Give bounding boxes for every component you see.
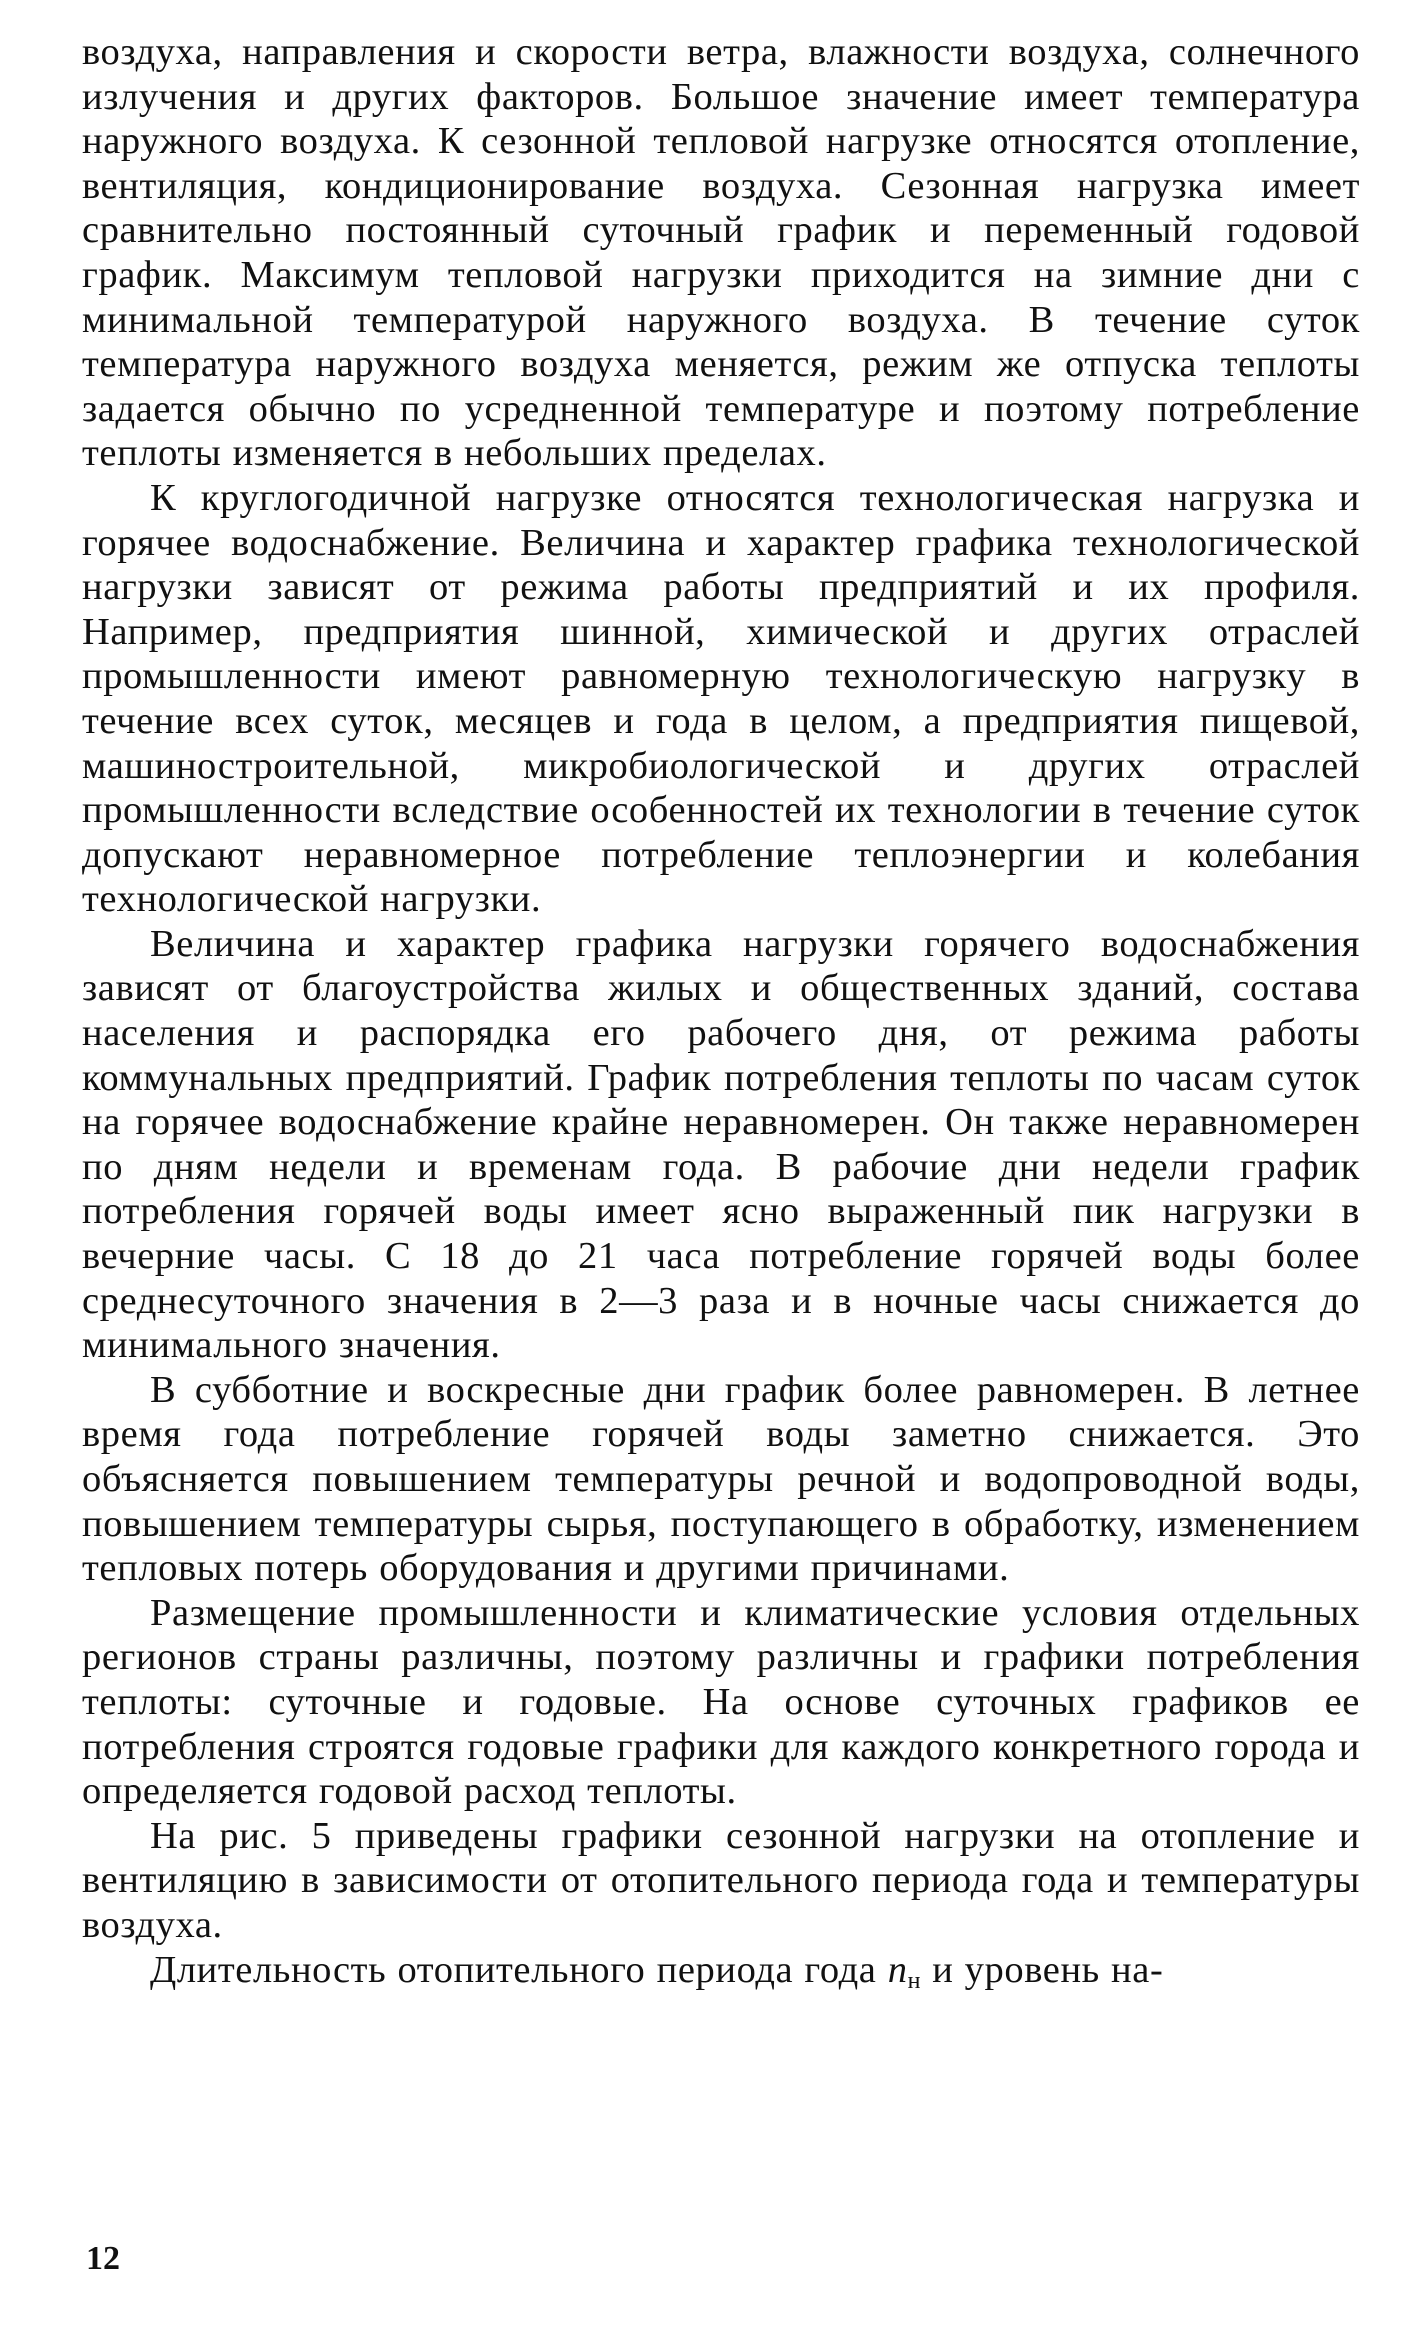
paragraph-7-text-after: и уровень на- — [921, 1948, 1164, 1991]
paragraph-7-text-before: Длительность отопительного периода года — [150, 1948, 888, 1991]
paragraph-3: Величина и характер графика нагрузки горячего водоснабжения зависят от благоустройства жилых и общественных зданий, состава населения и распорядка его рабочего дня, от режима работы коммунальных предприятий. График потребления теплоты по часам суток на горячее водоснабжение крайне неравномерен. Он также неравномерен по дням недели и временам года. В рабочие дни недели график потребления горячей воды имеет ясно выраженный пик нагрузки в вечерние часы. С 18 до 21 часа потребление горячей воды более среднесуточного значения в 2—3 раза и в ночные часы снижается до минимального значения. — [82, 922, 1360, 1367]
paragraph-6: На рис. 5 приведены графики сезонной нагрузки на отопление и вентиляцию в зависимости от отопительного периода года и температуры воздуха. — [82, 1814, 1360, 1946]
paragraph-4: В субботние и воскресные дни график более равномерен. В летнее время года потребление горячей воды заметно снижается. Это объясняется повышением температуры речной и водопроводной воды, повышением температуры сырья, поступающего в обработку, изменением тепловых потерь оборудования и другими причинами. — [82, 1368, 1360, 1590]
math-subscript: н — [907, 1967, 922, 1994]
paragraph-1: воздуха, направления и скорости ветра, влажности воздуха, солнечного излучения и других факторов. Большое значение имеет температура наружного воздуха. К сезонной тепловой нагрузке относятся отопление, вентиляция, кондиционирование воздуха. Сезонная нагрузка имеет сравнительно постоянный суточный график и переменный годовой график. Максимум тепловой нагрузки приходится на зимние дни с минимальной температурой наружного воздуха. В течение суток температура наружного воздуха меняется, режим же отпуска теплоты задается обычно по усредненной температуре и поэтому потребление теплоты изменяется в небольших пределах. — [82, 31, 1360, 475]
paragraph-7 — [82, 1948, 1360, 2004]
page-number: 12 — [86, 2240, 120, 2277]
paragraph-2: К круглогодичной нагрузке относятся технологическая нагрузка и горячее водоснабжение. Величина и характер графика технологической нагрузки зависят от режима работы предприятий и их профиля. Например, предприятия шинной, химической и других отраслей промышленности имеют равномерную технологическую нагрузку в течение всех суток, месяцев и года в целом, а предприятия пищевой, машиностроительной, микробиологической и других отраслей промышленности вследствие особенностей их технологии в течение суток допускают неравномерное потребление теплоэнергии и колебания технологической нагрузки. — [82, 476, 1360, 921]
math-symbol: n — [887, 1948, 908, 1991]
page-body — [82, 30, 1360, 2003]
paragraph-5: Размещение промышленности и климатические условия отдельных регионов страны различны, поэтому различны и графики потребления теплоты: суточные и годовые. На основе суточных графиков ее потребления строятся годовые графики для каждого конкретного города и определяется годовой расход теплоты. — [82, 1591, 1360, 1813]
